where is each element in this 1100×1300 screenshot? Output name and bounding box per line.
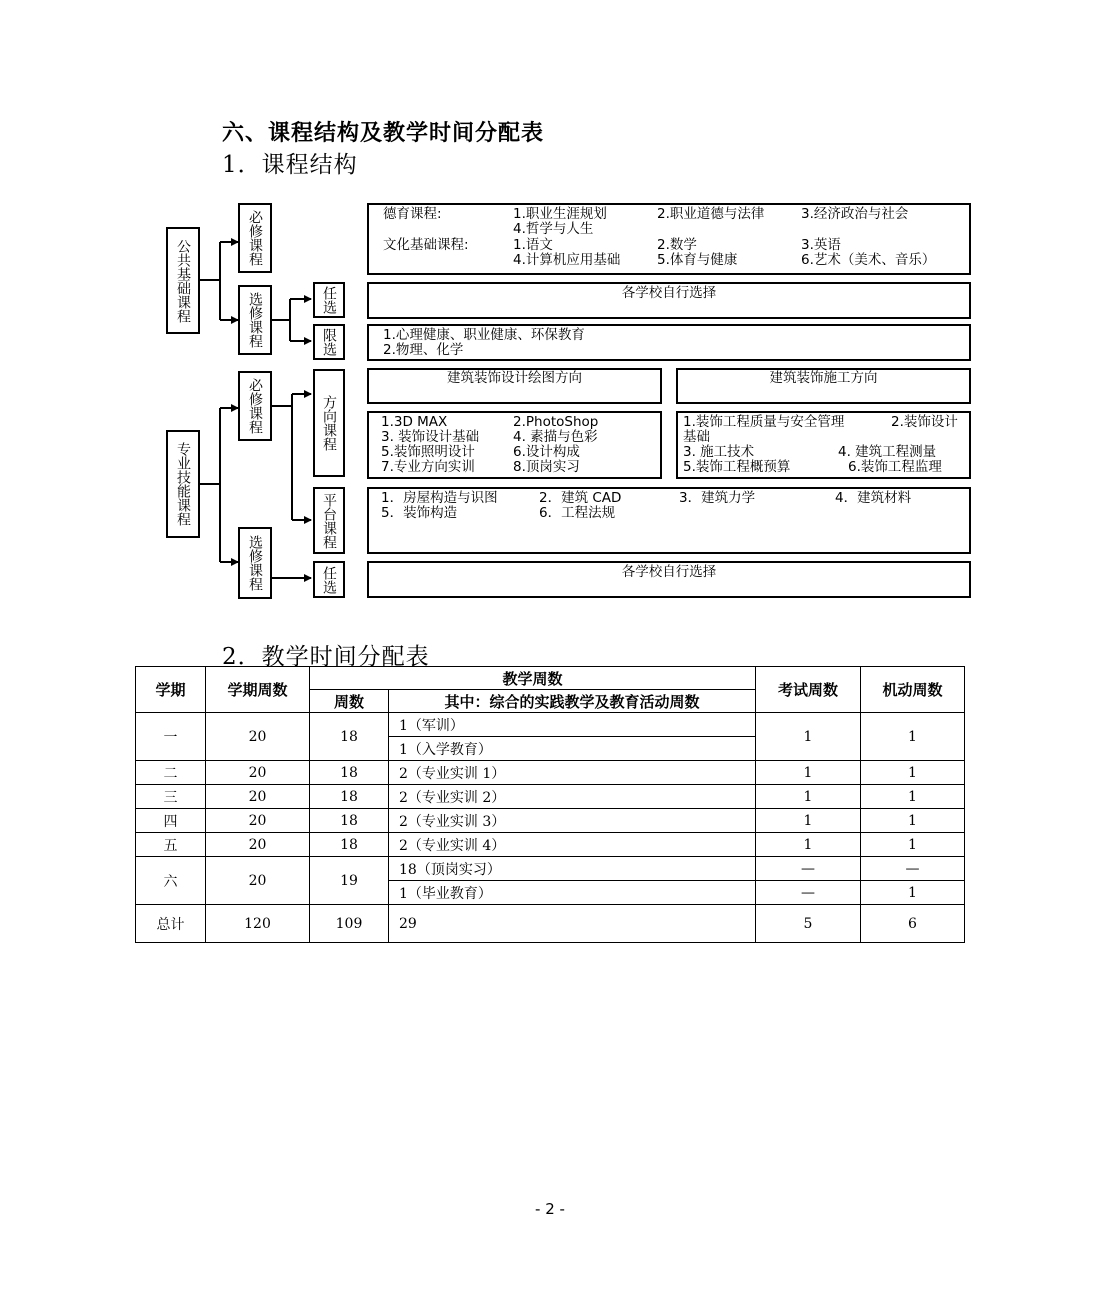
header-term-weeks: 学期周数 <box>206 667 310 713</box>
cell-flex: 1 <box>861 809 965 833</box>
cell-exam: — <box>756 857 861 881</box>
cell-term-weeks: 20 <box>206 785 310 809</box>
construction-course: 4. 建筑工程测量 <box>838 444 937 460</box>
optional-professional-content <box>367 561 971 598</box>
header-flex-weeks: 机动周数 <box>861 667 965 713</box>
cell-total-flex: 6 <box>861 905 965 943</box>
culture-courses-label: 文化基础课程: <box>383 237 469 253</box>
cell-weeks: 18 <box>310 785 389 809</box>
culture-course-1: 1.语文 <box>513 237 553 253</box>
cell-flex: 1 <box>861 713 965 761</box>
table-row <box>136 857 965 881</box>
cell-practice: 2（专业实训 3） <box>389 809 756 833</box>
platform-course: 1．房屋构造与识图 <box>381 490 498 506</box>
elective-courses-box-professional: 选修课程 <box>238 527 272 599</box>
platform-course: 2．建筑 CAD <box>539 490 622 506</box>
construction-course: 6.装饰工程监理 <box>848 459 942 475</box>
design-course: 4. 素描与色彩 <box>513 429 598 445</box>
platform-course: 4．建筑材料 <box>835 490 912 506</box>
table-row <box>136 833 965 857</box>
culture-course-4: 4.计算机应用基础 <box>513 252 621 268</box>
moral-course-3: 3.经济政治与社会 <box>801 206 909 222</box>
table-row <box>136 809 965 833</box>
cell-exam: 1 <box>756 809 861 833</box>
header-teaching-weeks: 教学周数 <box>310 667 756 690</box>
cell-flex: 1 <box>861 761 965 785</box>
cell-term-weeks: 20 <box>206 857 310 905</box>
cell-practice: 2（专业实训 4） <box>389 833 756 857</box>
construction-direction-title-box <box>676 368 971 404</box>
cell-term: 二 <box>136 761 206 785</box>
cell-term: 三 <box>136 785 206 809</box>
professional-skill-courses-box: 专业技能课程 <box>166 430 200 538</box>
cell-flex: 1 <box>861 785 965 809</box>
required-courses-box-public: 必修课程 <box>238 203 272 273</box>
design-direction-courses <box>367 411 662 479</box>
cell-term: 六 <box>136 857 206 905</box>
design-course: 8.顶岗实习 <box>513 459 580 475</box>
teaching-time-table <box>135 666 965 943</box>
cell-term-weeks: 20 <box>206 809 310 833</box>
cell-total-weeks: 109 <box>310 905 389 943</box>
optional-professional-text: 各学校自行选择 <box>621 564 717 580</box>
design-course: 7.专业方向实训 <box>381 459 475 475</box>
cell-weeks: 18 <box>310 761 389 785</box>
moral-courses-label: 德育课程: <box>383 206 442 222</box>
construction-course: 基础 <box>683 429 710 445</box>
culture-course-2: 2.数学 <box>657 237 697 253</box>
cell-exam: 1 <box>756 761 861 785</box>
header-weeks: 周数 <box>310 690 389 713</box>
optional-public-text: 各学校自行选择 <box>621 285 717 301</box>
cell-weeks: 18 <box>310 713 389 761</box>
design-direction-title: 建筑装饰设计绘图方向 <box>447 370 582 386</box>
limited-public-content <box>367 324 971 361</box>
platform-course: 6．工程法规 <box>539 505 616 521</box>
construction-course: 3. 施工技术 <box>683 444 755 460</box>
structure-heading: 1．课程结构 <box>222 152 358 178</box>
cell-weeks: 18 <box>310 809 389 833</box>
culture-course-5: 5.体育与健康 <box>657 252 738 268</box>
culture-course-6: 6.艺术（美术、音乐） <box>801 252 936 268</box>
cell-practice: 1（入学教育） <box>389 737 756 761</box>
design-course: 3. 装饰设计基础 <box>381 429 480 445</box>
design-direction-title-box <box>367 368 662 404</box>
limited-line-1: 1.心理健康、职业健康、环保教育 <box>383 327 585 343</box>
cell-exam: 1 <box>756 785 861 809</box>
cell-practice: 1（毕业教育） <box>389 881 756 905</box>
platform-courses-content <box>367 487 971 554</box>
cell-total-exam: 5 <box>756 905 861 943</box>
construction-course: 1.装饰工程质量与安全管理 <box>683 414 845 430</box>
construction-direction-courses <box>676 411 971 479</box>
header-term: 学期 <box>136 667 206 713</box>
required-courses-box-professional: 必修课程 <box>238 371 272 441</box>
design-course: 2.PhotoShop <box>513 414 599 430</box>
cell-practice: 1（军训） <box>389 713 756 737</box>
cell-practice: 2（专业实训 1） <box>389 761 756 785</box>
table-total-row <box>136 905 965 943</box>
construction-course: 5.装饰工程概预算 <box>683 459 791 475</box>
cell-total-practice: 29 <box>389 905 756 943</box>
required-public-content <box>367 203 971 275</box>
cell-exam: 1 <box>756 833 861 857</box>
optional-box-public: 任选 <box>313 282 345 318</box>
cell-term: 一 <box>136 713 206 761</box>
page-number: - 2 - <box>535 1200 565 1218</box>
cell-term-weeks: 20 <box>206 833 310 857</box>
elective-courses-box-public: 选修课程 <box>238 285 272 355</box>
design-course: 5.装饰照明设计 <box>381 444 475 460</box>
moral-course-4: 4.哲学与人生 <box>513 221 594 237</box>
moral-course-2: 2.职业道德与法律 <box>657 206 765 222</box>
platform-course: 3．建筑力学 <box>679 490 756 506</box>
table-row <box>136 785 965 809</box>
construction-direction-title: 建筑装饰施工方向 <box>769 370 878 386</box>
cell-flex: 1 <box>861 833 965 857</box>
direction-courses-box: 方向课程 <box>313 369 345 477</box>
cell-exam: — <box>756 881 861 905</box>
cell-term: 五 <box>136 833 206 857</box>
schedule-heading: 2．教学时间分配表 <box>222 644 430 670</box>
platform-course: 5．装饰构造 <box>381 505 458 521</box>
table-row <box>136 713 965 737</box>
construction-course: 2.装饰设计 <box>891 414 958 430</box>
cell-practice: 18（顶岗实习） <box>389 857 756 881</box>
design-course: 6.设计构成 <box>513 444 580 460</box>
public-foundation-courses-box: 公共基础课程 <box>166 227 200 334</box>
limited-line-2: 2.物理、化学 <box>383 342 464 358</box>
optional-box-professional: 任选 <box>313 561 345 598</box>
cell-weeks: 18 <box>310 833 389 857</box>
moral-course-1: 1.职业生涯规划 <box>513 206 607 222</box>
optional-public-content <box>367 282 971 319</box>
cell-flex: 1 <box>861 881 965 905</box>
cell-exam: 1 <box>756 713 861 761</box>
limited-box-public: 限选 <box>313 324 345 360</box>
cell-flex: — <box>861 857 965 881</box>
header-exam-weeks: 考试周数 <box>756 667 861 713</box>
cell-practice: 2（专业实训 2） <box>389 785 756 809</box>
header-practice-weeks: 其中：综合的实践教学及教育活动周数 <box>389 690 756 713</box>
cell-total-label: 总计 <box>136 905 206 943</box>
cell-term-weeks: 20 <box>206 761 310 785</box>
design-course: 1.3D MAX <box>381 414 448 430</box>
cell-term: 四 <box>136 809 206 833</box>
section-title: 六、课程结构及教学时间分配表 <box>222 121 545 146</box>
platform-courses-box: 平台课程 <box>313 487 345 554</box>
cell-term-weeks: 20 <box>206 713 310 761</box>
table-row <box>136 761 965 785</box>
cell-total-term-weeks: 120 <box>206 905 310 943</box>
culture-course-3: 3.英语 <box>801 237 841 253</box>
cell-weeks: 19 <box>310 857 389 905</box>
